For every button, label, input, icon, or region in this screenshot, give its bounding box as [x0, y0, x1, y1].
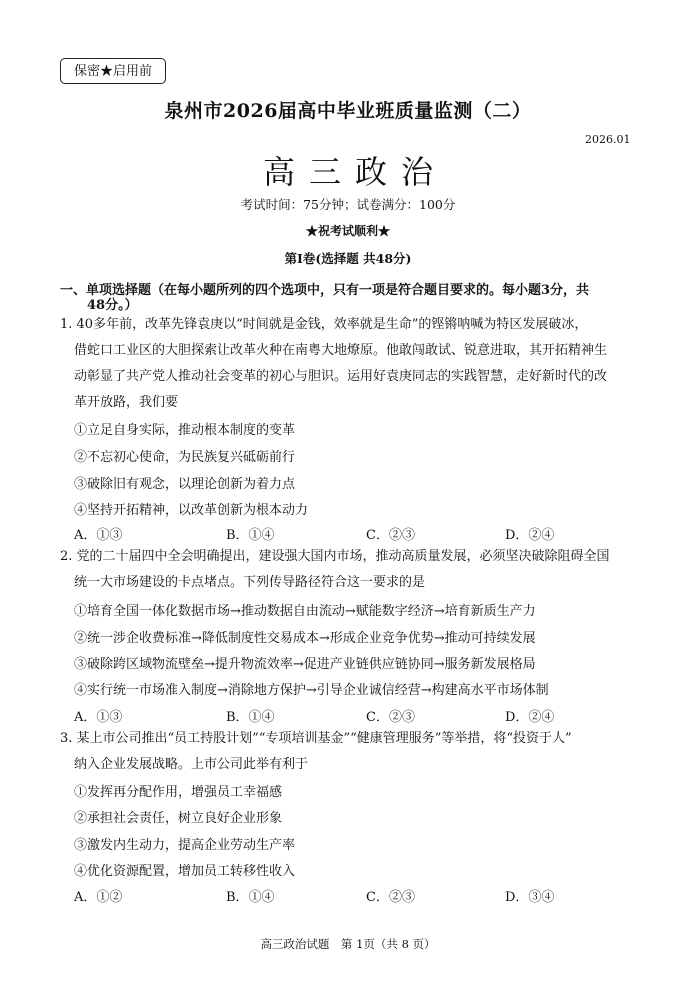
answer-choice-d: D．②④	[505, 710, 555, 725]
exam-date: 2026.01	[585, 133, 631, 146]
stem-line: 纳入企业发展战略。上市公司此举有利于	[74, 757, 309, 772]
subject-title: 高三政治	[262, 153, 447, 191]
page-footer: 高三政治试题 第 1页（共 8 页）	[260, 937, 436, 951]
question-2	[60, 544, 640, 596]
stem-line: 革开放路，我们要	[74, 395, 179, 410]
answer-choice-a: A．①②	[74, 890, 123, 905]
question-1	[60, 312, 640, 416]
option: ③激发内生动力，提高企业劳动生产率	[74, 838, 296, 853]
stem-line: 1. 40多年前，改革先锋袁庚以“时间就是金钱，效率就是生命”的铿锵呐喊为特区发展破冰，	[60, 317, 588, 332]
question-3	[60, 726, 640, 778]
option: ④优化资源配置，增加员工转移性收入	[74, 864, 296, 879]
option: ③破除跨区域物流壁垒→提升物流效率→促进产业链供应链协同→服务新发展格局	[74, 657, 536, 672]
answer-choice-d: D．③④	[505, 890, 555, 905]
answer-choice-c: C．②③	[366, 890, 415, 905]
option: ①发挥再分配作用，增强员工幸福感	[74, 785, 283, 800]
option: ①立足自身实际，推动根本制度的变革	[74, 423, 296, 438]
answer-choice-a: A．①③	[74, 528, 123, 543]
stem-line: 动彰显了共产党人推动社会变革的初心与胆识。运用好袁庚同志的实践智慧，走好新时代的改	[74, 369, 608, 384]
section-line-2: 48分。）	[87, 298, 138, 313]
answer-choice-b: B．①④	[226, 528, 275, 543]
exam-info: 考试时间：75分钟；试卷满分：100分	[240, 197, 456, 212]
answer-choice-c: C．②③	[366, 710, 415, 725]
answer-choice-b: B．①④	[226, 710, 275, 725]
option: ①培育全国一体化数据市场→推动数据自由流动→赋能数字经济→培育新质生产力	[74, 604, 536, 619]
section-instructions	[60, 283, 650, 313]
option: ②不忘初心使命，为民族复兴砥砺前行	[74, 450, 296, 465]
option: ②统一涉企收费标准→降低制度性交易成本→形成企业竞争优势→推动可持续发展	[74, 631, 536, 646]
answer-choice-a: A．①③	[74, 710, 123, 725]
confidential-label: 保密★启用前	[60, 58, 166, 84]
stem-line: 借蛇口工业区的大胆探索让改革火种在南粤大地燎原。他敢闯敢试、锐意进取，其开拓精神生	[74, 343, 608, 358]
section-line-1: 一、单项选择题（在每小题所列的四个选项中，只有一项是符合题目要求的。每小题3分，共	[60, 283, 590, 298]
option: ④实行统一市场准入制度→消除地方保护→引导企业诚信经营→构建高水平市场体制	[74, 683, 549, 698]
option: ②承担社会责任，树立良好企业形象	[74, 811, 283, 826]
option: ④坚持开拓精神，以改革创新为根本动力	[74, 503, 309, 518]
option: ③破除旧有观念，以理论创新为着力点	[74, 477, 296, 492]
stem-line: 统一大市场建设的卡点堵点。下列传导路径符合这一要求的是	[74, 575, 426, 590]
answer-choice-d: D．②④	[505, 528, 555, 543]
stem-line: 2. 党的二十届四中全会明确提出，建设强大国内市场，推动高质量发展，必须坚决破除阻碍全国	[60, 549, 610, 564]
exam-title: 泉州市2026届高中毕业班质量监测（二）	[164, 100, 532, 122]
answer-choice-c: C．②③	[366, 528, 415, 543]
answer-choice-b: B．①④	[226, 890, 275, 905]
exam-wish: ★祝考试顺利★	[305, 224, 390, 238]
stem-line: 3. 某上市公司推出“员工持股计划”“专项培训基金”“健康管理服务”等举措，将“投资于人”	[60, 731, 572, 746]
volume-title: 第Ⅰ卷(选择题 共48分)	[284, 251, 412, 266]
